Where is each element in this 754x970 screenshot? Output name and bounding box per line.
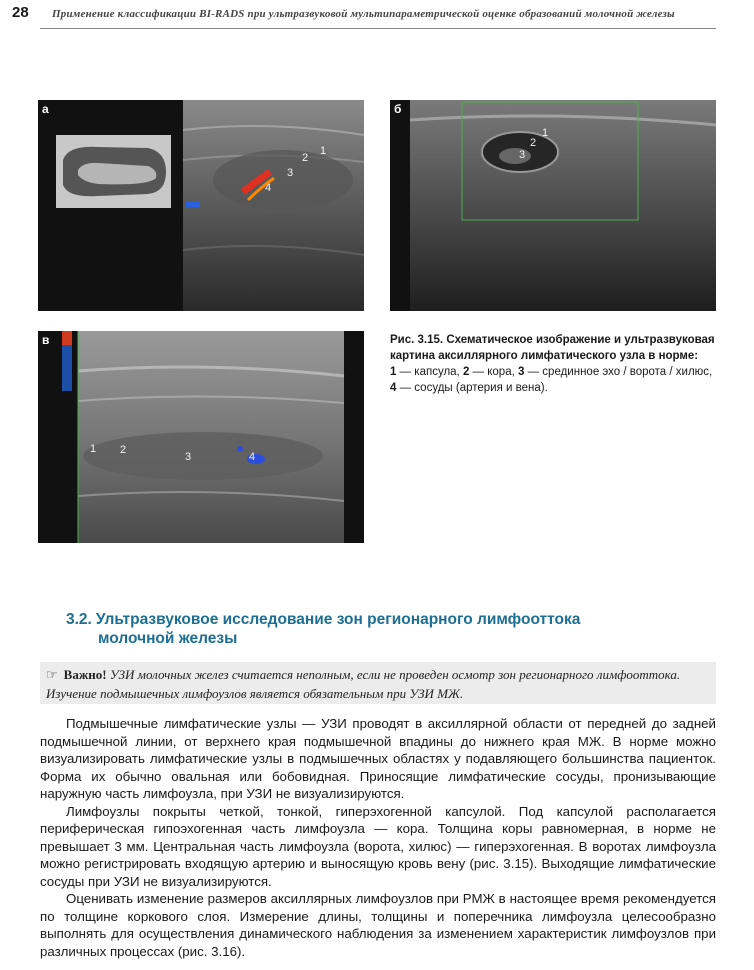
- label-1: 1: [320, 145, 327, 157]
- paragraph: Подмышечные лимфатические узлы — УЗИ проводят в аксиллярной области от передней до задней подмышечной линии, от верхнего края подмышечной впадины до нижнего края МЖ. В норме можно визуализировать лимфатические узлы в подмышечных областях у подавляющего большинства пациенток. Форма их обычно овальная или бобовидная. Приносящие лимфатические сосуды, пронизывающие наружную часть лимфоузла, при УЗИ не визуализируются.: [40, 716, 716, 801]
- label-1: 1: [90, 443, 97, 455]
- note-text: УЗИ молочных желез считается неполным, если не проведен осмотр зон регионарного лимфооттока. Изучение подмышечных лимфоузлов является обязательным при УЗИ МЖ.: [46, 667, 681, 701]
- panel-letter-a: а: [42, 102, 49, 116]
- ultrasound-panel-a: [38, 100, 364, 311]
- label-4: 4: [265, 182, 272, 194]
- section-heading: [66, 610, 706, 648]
- panel-letter-b: б: [394, 102, 402, 116]
- ultrasound-panel-c: [38, 331, 364, 543]
- label-3: 3: [287, 167, 294, 179]
- panel-letter-c: в: [42, 333, 50, 347]
- figure-caption: [390, 332, 720, 396]
- note-label: Важно!: [63, 667, 107, 682]
- header-rule: [40, 28, 716, 29]
- label-4: 4: [249, 451, 256, 463]
- label-3: 3: [519, 149, 526, 161]
- caption-item-num: 4: [390, 382, 397, 394]
- caption-item-text: — капсула,: [396, 366, 463, 378]
- ultrasound-image-c: [38, 331, 364, 543]
- body-text: [40, 715, 716, 960]
- label-2: 2: [302, 152, 309, 164]
- caption-item-text: — кора,: [469, 366, 518, 378]
- ultrasound-panel-b: [390, 100, 716, 311]
- ultrasound-image-b: [390, 100, 716, 311]
- paragraph: Оценивать изменение размеров аксиллярных лимфоузлов при РМЖ в настоящее время рекомендуется по толщине коркового слоя. Измерение длины, толщины и поперечника лимфоузла целесообразно выполнять для осуществления динамического наблюдения за изменением характеристик лимфоузлов при различных процессах (рис. 3.16).: [40, 891, 716, 959]
- important-note: [40, 662, 716, 704]
- label-1: 1: [542, 127, 549, 139]
- section-number: 3.2.: [66, 611, 92, 628]
- running-header: Применение классификации BI-RADS при ультразвуковой мультипараметрической оценке образований молочной железы: [52, 8, 675, 20]
- page-number: 28: [12, 4, 29, 21]
- label-3: 3: [185, 451, 192, 463]
- section-title-line1: Ультразвуковое исследование зон регионарного лимфооттока: [95, 611, 581, 628]
- caption-item-text: — срединное эхо / ворота / хилюс,: [524, 366, 713, 378]
- label-2: 2: [120, 444, 127, 456]
- caption-item-num: 2: [462, 366, 470, 378]
- caption-title: Рис. 3.15.: [390, 334, 444, 346]
- caption-item-num: 3: [518, 366, 525, 378]
- label-2: 2: [530, 137, 537, 149]
- ultrasound-image-a: [38, 100, 364, 311]
- paragraph: Лимфоузлы покрыты четкой, тонкой, гиперэхогенной капсулой. Под капсулой располагается периферическая гипоэхогенная часть лимфоузла — кора. Толщина коры равномерная, в норме не превышает 3 мм. Центральная часть лимфоузла (ворота, хилюс) — гиперэхогенная. В воротах лимфоузла можно регистрировать входящую артерию и выносящую кровь вену (рис. 3.15). Выходящие лимфатические сосуды при УЗИ не визуализируются.: [40, 803, 716, 889]
- caption-item-text: — сосуды (артерия и вена).: [396, 382, 548, 394]
- section-title-line2: молочной железы: [98, 630, 238, 647]
- caption-title-text: Схематическое изображение и ультразвуковая картина аксиллярного лимфатического узла в норме:: [390, 334, 715, 362]
- pointing-hand-icon: ☞: [46, 667, 58, 682]
- caption-item-num: 1: [390, 366, 397, 378]
